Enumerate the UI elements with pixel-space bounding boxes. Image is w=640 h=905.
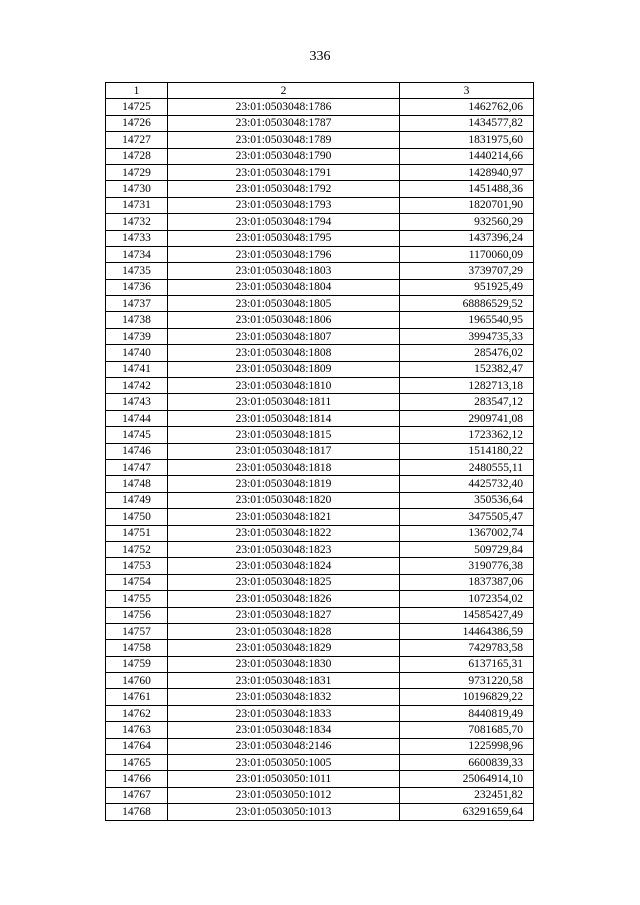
cadastral-number-cell: 23:01:0503048:1826 (168, 591, 400, 607)
row-number-cell: 14744 (106, 410, 168, 426)
cadastral-number-cell: 23:01:0503048:1793 (168, 197, 400, 213)
row-number-cell: 14755 (106, 591, 168, 607)
value-cell: 285476,02 (400, 345, 534, 361)
table-row (106, 476, 534, 492)
value-cell: 1434577,82 (400, 115, 534, 131)
cadastral-number-cell: 23:01:0503048:1818 (168, 459, 400, 475)
value-cell: 10196829,22 (400, 689, 534, 705)
cadastral-number-cell: 23:01:0503048:1804 (168, 279, 400, 295)
table-row (106, 443, 534, 459)
cadastral-number-cell: 23:01:0503048:1815 (168, 427, 400, 443)
row-number-cell: 14759 (106, 656, 168, 672)
cadastral-number-cell: 23:01:0503048:1834 (168, 722, 400, 738)
table-row (106, 230, 534, 246)
table-row (106, 591, 534, 607)
row-number-cell: 14729 (106, 164, 168, 180)
cadastral-number-cell: 23:01:0503048:1817 (168, 443, 400, 459)
value-cell: 7429783,58 (400, 640, 534, 656)
table-row (106, 705, 534, 721)
table-row (106, 525, 534, 541)
cadastral-number-cell: 23:01:0503048:1832 (168, 689, 400, 705)
table-row (106, 558, 534, 574)
cadastral-number-cell: 23:01:0503048:1822 (168, 525, 400, 541)
cadastral-number-cell: 23:01:0503048:1829 (168, 640, 400, 656)
cadastral-number-cell: 23:01:0503048:1786 (168, 99, 400, 115)
cadastral-number-cell: 23:01:0503048:2146 (168, 738, 400, 754)
table-row (106, 656, 534, 672)
value-cell: 25064914,10 (400, 771, 534, 787)
table-row (106, 181, 534, 197)
row-number-cell: 14740 (106, 345, 168, 361)
value-cell: 9731220,58 (400, 673, 534, 689)
row-number-cell: 14753 (106, 558, 168, 574)
table-row (106, 263, 534, 279)
cadastral-number-cell: 23:01:0503050:1011 (168, 771, 400, 787)
table-row (106, 279, 534, 295)
table-row (106, 689, 534, 705)
table-row (106, 755, 534, 771)
header-row (106, 83, 534, 99)
value-cell: 1170060,09 (400, 246, 534, 262)
row-number-cell: 14736 (106, 279, 168, 295)
value-cell: 1837387,06 (400, 574, 534, 590)
row-number-cell: 14731 (106, 197, 168, 213)
row-number-cell: 14758 (106, 640, 168, 656)
page-number: 336 (309, 49, 331, 64)
table-row (106, 787, 534, 803)
row-number-cell: 14727 (106, 132, 168, 148)
cadastral-number-cell: 23:01:0503048:1805 (168, 296, 400, 312)
row-number-cell: 14738 (106, 312, 168, 328)
cadastral-number-cell: 23:01:0503048:1787 (168, 115, 400, 131)
row-number-cell: 14730 (106, 181, 168, 197)
table-row (106, 296, 534, 312)
cadastral-number-cell: 23:01:0503048:1821 (168, 509, 400, 525)
value-cell: 232451,82 (400, 787, 534, 803)
table-row (106, 99, 534, 115)
value-cell: 68886529,52 (400, 296, 534, 312)
row-number-cell: 14764 (106, 738, 168, 754)
table-row (106, 738, 534, 754)
cadastral-number-cell: 23:01:0503048:1807 (168, 328, 400, 344)
row-number-cell: 14765 (106, 755, 168, 771)
row-number-cell: 14756 (106, 607, 168, 623)
value-cell: 8440819,49 (400, 705, 534, 721)
cadastral-number-cell: 23:01:0503048:1809 (168, 361, 400, 377)
table-row (106, 345, 534, 361)
value-cell: 1437396,24 (400, 230, 534, 246)
value-cell: 1428940,97 (400, 164, 534, 180)
value-cell: 14464386,59 (400, 623, 534, 639)
table-row (106, 427, 534, 443)
header-cell-3: 3 (400, 83, 534, 99)
cadastral-number-cell: 23:01:0503048:1792 (168, 181, 400, 197)
row-number-cell: 14725 (106, 99, 168, 115)
table-row (106, 771, 534, 787)
cadastral-number-cell: 23:01:0503048:1790 (168, 148, 400, 164)
row-number-cell: 14754 (106, 574, 168, 590)
table-row (106, 509, 534, 525)
value-cell: 1451488,36 (400, 181, 534, 197)
cadastral-number-cell: 23:01:0503048:1803 (168, 263, 400, 279)
table-row (106, 328, 534, 344)
table-row (106, 722, 534, 738)
table-header (106, 83, 534, 99)
table-row (106, 164, 534, 180)
table-row (106, 246, 534, 262)
value-cell: 932560,29 (400, 214, 534, 230)
row-number-cell: 14735 (106, 263, 168, 279)
row-number-cell: 14757 (106, 623, 168, 639)
table-row (106, 492, 534, 508)
row-number-cell: 14748 (106, 476, 168, 492)
value-cell: 1282713,18 (400, 378, 534, 394)
value-cell: 1072354,02 (400, 591, 534, 607)
row-number-cell: 14737 (106, 296, 168, 312)
table-row (106, 607, 534, 623)
table-row (106, 378, 534, 394)
cadastral-number-cell: 23:01:0503048:1796 (168, 246, 400, 262)
value-cell: 1514180,22 (400, 443, 534, 459)
row-number-cell: 14728 (106, 148, 168, 164)
row-number-cell: 14745 (106, 427, 168, 443)
cadastral-number-cell: 23:01:0503048:1827 (168, 607, 400, 623)
value-cell: 3190776,38 (400, 558, 534, 574)
header-cell-1: 1 (106, 83, 168, 99)
cadastral-number-cell: 23:01:0503048:1810 (168, 378, 400, 394)
table-row (106, 214, 534, 230)
value-cell: 1462762,06 (400, 99, 534, 115)
value-cell: 509729,84 (400, 541, 534, 557)
value-cell: 1367002,74 (400, 525, 534, 541)
value-cell: 6137165,31 (400, 656, 534, 672)
cadastral-number-cell: 23:01:0503048:1808 (168, 345, 400, 361)
cadastral-number-cell: 23:01:0503048:1833 (168, 705, 400, 721)
table-row (106, 640, 534, 656)
cadastral-number-cell: 23:01:0503048:1795 (168, 230, 400, 246)
cadastral-number-cell: 23:01:0503050:1013 (168, 804, 400, 820)
value-cell: 1965540,95 (400, 312, 534, 328)
cadastral-number-cell: 23:01:0503048:1823 (168, 541, 400, 557)
row-number-cell: 14726 (106, 115, 168, 131)
value-cell: 350536,64 (400, 492, 534, 508)
table-row (106, 623, 534, 639)
row-number-cell: 14752 (106, 541, 168, 557)
value-cell: 152382,47 (400, 361, 534, 377)
cadastral-number-cell: 23:01:0503048:1794 (168, 214, 400, 230)
value-cell: 1723362,12 (400, 427, 534, 443)
row-number-cell: 14763 (106, 722, 168, 738)
registry-table (105, 82, 534, 821)
row-number-cell: 14734 (106, 246, 168, 262)
cadastral-number-cell: 23:01:0503048:1831 (168, 673, 400, 689)
row-number-cell: 14751 (106, 525, 168, 541)
row-number-cell: 14767 (106, 787, 168, 803)
value-cell: 283547,12 (400, 394, 534, 410)
value-cell: 14585427,49 (400, 607, 534, 623)
table-row (106, 804, 534, 820)
row-number-cell: 14766 (106, 771, 168, 787)
row-number-cell: 14761 (106, 689, 168, 705)
value-cell: 1225998,96 (400, 738, 534, 754)
value-cell: 1831975,60 (400, 132, 534, 148)
table-row (106, 197, 534, 213)
row-number-cell: 14747 (106, 459, 168, 475)
cadastral-number-cell: 23:01:0503048:1819 (168, 476, 400, 492)
row-number-cell: 14733 (106, 230, 168, 246)
cadastral-number-cell: 23:01:0503048:1830 (168, 656, 400, 672)
value-cell: 2480555,11 (400, 459, 534, 475)
table-row (106, 148, 534, 164)
cadastral-number-cell: 23:01:0503048:1824 (168, 558, 400, 574)
row-number-cell: 14762 (106, 705, 168, 721)
value-cell: 4425732,40 (400, 476, 534, 492)
row-number-cell: 14732 (106, 214, 168, 230)
value-cell: 7081685,70 (400, 722, 534, 738)
value-cell: 1440214,66 (400, 148, 534, 164)
table-row (106, 459, 534, 475)
table-row (106, 673, 534, 689)
cadastral-number-cell: 23:01:0503048:1825 (168, 574, 400, 590)
row-number-cell: 14750 (106, 509, 168, 525)
row-number-cell: 14739 (106, 328, 168, 344)
value-cell: 3739707,29 (400, 263, 534, 279)
table-row (106, 361, 534, 377)
cadastral-number-cell: 23:01:0503050:1012 (168, 787, 400, 803)
cadastral-number-cell: 23:01:0503048:1789 (168, 132, 400, 148)
row-number-cell: 14746 (106, 443, 168, 459)
value-cell: 63291659,64 (400, 804, 534, 820)
cadastral-number-cell: 23:01:0503048:1828 (168, 623, 400, 639)
row-number-cell: 14743 (106, 394, 168, 410)
value-cell: 1820701,90 (400, 197, 534, 213)
row-number-cell: 14741 (106, 361, 168, 377)
table-row (106, 394, 534, 410)
row-number-cell: 14742 (106, 378, 168, 394)
table-row (106, 541, 534, 557)
table-row (106, 132, 534, 148)
table-body (106, 99, 534, 820)
value-cell: 3994735,33 (400, 328, 534, 344)
row-number-cell: 14768 (106, 804, 168, 820)
value-cell: 951925,49 (400, 279, 534, 295)
header-cell-2: 2 (168, 83, 400, 99)
cadastral-number-cell: 23:01:0503048:1814 (168, 410, 400, 426)
table-row (106, 115, 534, 131)
cadastral-number-cell: 23:01:0503048:1820 (168, 492, 400, 508)
row-number-cell: 14760 (106, 673, 168, 689)
cadastral-number-cell: 23:01:0503050:1005 (168, 755, 400, 771)
cadastral-number-cell: 23:01:0503048:1811 (168, 394, 400, 410)
value-cell: 3475505,47 (400, 509, 534, 525)
cadastral-number-cell: 23:01:0503048:1791 (168, 164, 400, 180)
row-number-cell: 14749 (106, 492, 168, 508)
value-cell: 6600839,33 (400, 755, 534, 771)
table-row (106, 574, 534, 590)
cadastral-number-cell: 23:01:0503048:1806 (168, 312, 400, 328)
table-row (106, 410, 534, 426)
table-row (106, 312, 534, 328)
value-cell: 2909741,08 (400, 410, 534, 426)
